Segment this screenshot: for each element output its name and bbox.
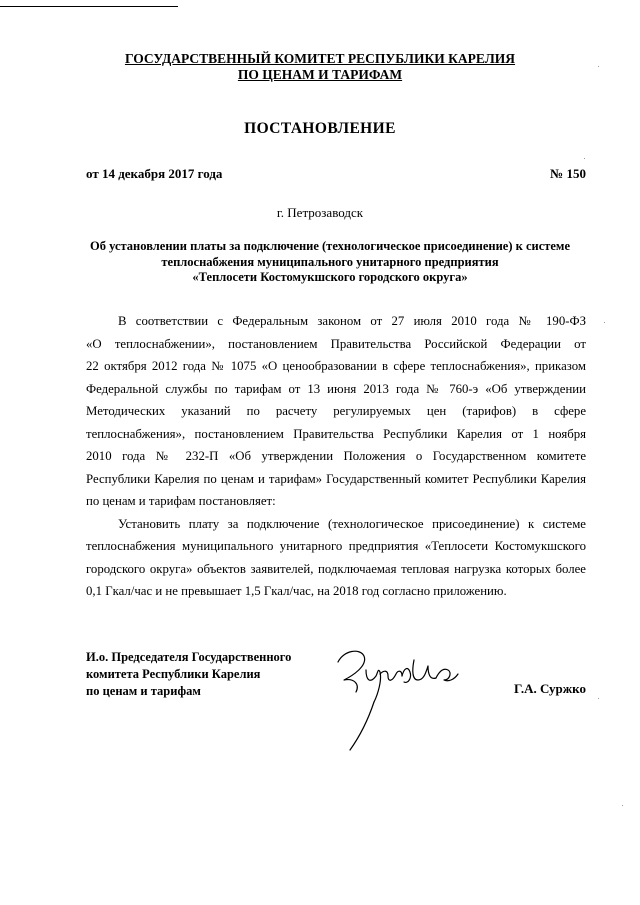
body-line: теплоснабжения муниципального унитарного предприятия «Теплосети Костомукшского	[86, 539, 586, 553]
body-line: «О теплоснабжении», постановлением Правительства Российской Федерации от	[86, 336, 586, 351]
body-line: теплоснабжения», постановлением Правительства Республики Карелия от 1 ноября	[86, 426, 586, 441]
authority-name-line-2: ПО ЦЕНАМ И ТАРИФАМ	[237, 67, 403, 82]
subject-line: теплоснабжения муниципального унитарного предприятия	[161, 254, 499, 269]
body-line: 2010 года № 232-П «Об утверждении Положения о Государственном комитете	[86, 449, 586, 463]
scan-speck	[598, 66, 599, 67]
signatory-position	[86, 649, 291, 700]
body-line: 0,1 Гкал/час и не превышает 1,5 Гкал/час, на 2018 год согласно приложению.	[86, 584, 507, 598]
scan-speck	[622, 805, 623, 806]
issuing-authority	[0, 51, 640, 83]
document-date: от 14 декабря 2017 года	[86, 166, 223, 181]
subject-line: Об установлении платы за подключение (технологическое присоединение) к системе	[90, 239, 570, 253]
body-line: Федеральной службы по тарифам от 13 июня 2013 года № 760-э «Об утверждении	[86, 381, 586, 396]
top-edge-line	[0, 6, 178, 7]
document-title: ПОСТАНОВЛЕНИЕ	[244, 120, 396, 137]
body-line: Методических указаний по расчету регулируемых цен (тарифов) в сфере	[86, 404, 586, 418]
position-line: И.о. Председателя Государственного	[86, 650, 292, 664]
subject-line: «Теплосети Костомукшского городского округа»	[192, 270, 468, 284]
scan-speck	[604, 322, 605, 323]
handwritten-signature-icon	[330, 640, 470, 760]
document-body	[86, 310, 586, 603]
body-line: Установить плату за подключение (технологическое присоединение) к системе	[118, 516, 586, 531]
scan-speck	[598, 698, 599, 699]
body-line: В соответствии с Федеральным законом от 27 июля 2010 года № 190-ФЗ	[118, 314, 586, 328]
scan-speck	[584, 158, 585, 159]
body-line: городского округа» объектов заявителей, подключаемая тепловая нагрузка которых более	[86, 561, 586, 576]
authority-name-line-1: ГОСУДАРСТВЕННЫЙ КОМИТЕТ РЕСПУБЛИКИ КАРЕЛИЯ	[124, 51, 516, 66]
document-subject	[70, 239, 590, 286]
body-line: по ценам и тарифам постановляет:	[86, 494, 276, 508]
position-line: по ценам и тарифам	[86, 684, 201, 698]
body-line: 22 октября 2012 года № 1075 «О ценообразовании в сфере теплоснабжения», приказом	[86, 359, 586, 373]
body-line: Республики Карелия по ценам и тарифам» Государственный комитет Республики Карелия	[86, 471, 586, 486]
document-number: № 150	[550, 166, 586, 181]
position-line: комитета Республики Карелия	[86, 667, 261, 681]
document-city: г. Петрозаводск	[276, 205, 364, 220]
signatory-name: Г.А. Суржко	[514, 681, 586, 696]
